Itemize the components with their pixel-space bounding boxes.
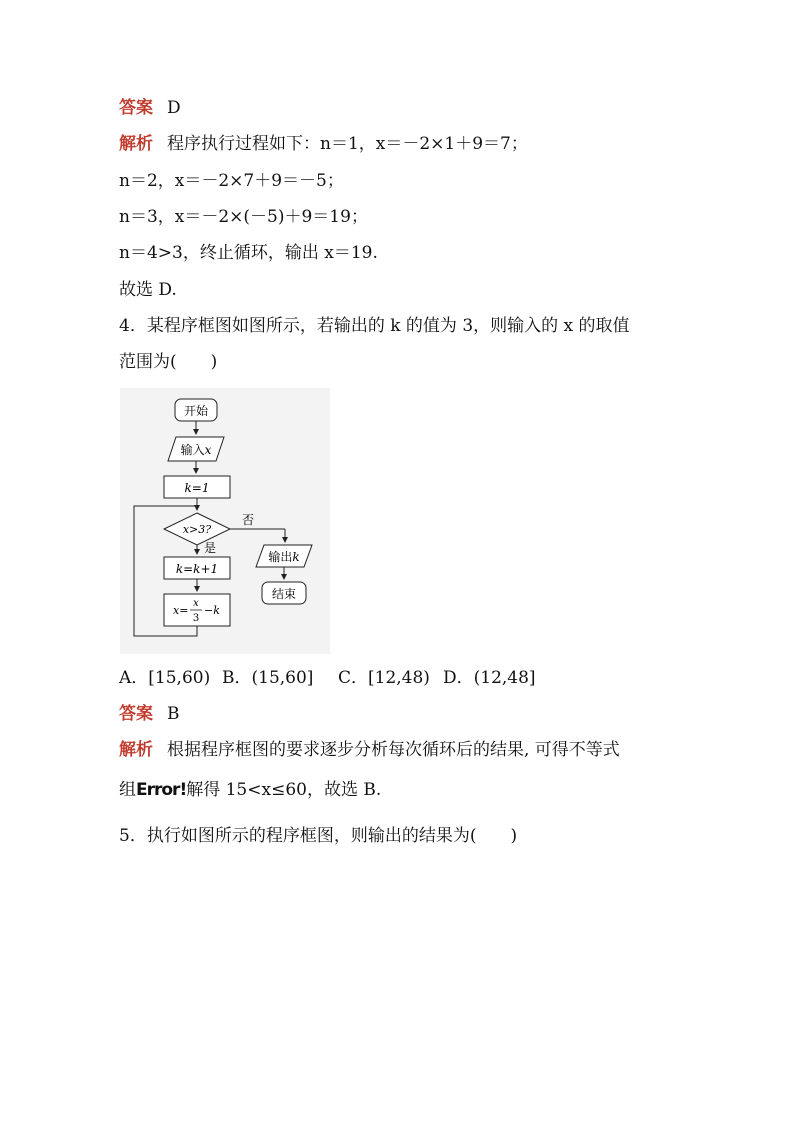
option-a: A．[15,60) bbox=[119, 668, 211, 688]
increment-text: k=k+1 bbox=[175, 562, 219, 576]
update-rhs: −k bbox=[204, 604, 220, 617]
q4-analysis-line2 bbox=[119, 779, 381, 801]
q3-step-2: n＝2，x＝－2×7＋9＝－5； bbox=[119, 171, 344, 191]
q4-analysis-line bbox=[119, 739, 620, 761]
q3-step-4: n＝4>3，终止循环，输出 x＝19. bbox=[119, 243, 378, 263]
update-num: x bbox=[193, 598, 199, 609]
option-c: C．[12,48) bbox=[338, 668, 430, 688]
answer-value: B bbox=[167, 704, 180, 724]
output-text: 输出k bbox=[268, 550, 300, 564]
analysis-text: 根据程序框图的要求逐步分析每次循环后的结果, 可得不等式 bbox=[167, 740, 620, 760]
q4-options bbox=[119, 667, 536, 689]
q3-answer-line bbox=[119, 97, 181, 119]
analysis-suffix: 解得 15<x≤60，故选 B. bbox=[186, 780, 382, 800]
analysis-text: 程序执行过程如下：n＝1，x＝－2×1＋9＝7； bbox=[167, 134, 528, 154]
error-text: Error! bbox=[136, 780, 187, 800]
analysis-prefix: 组 bbox=[119, 780, 136, 800]
answer-value: D bbox=[167, 98, 181, 118]
q5-stem: 5．执行如图所示的程序框图，则输出的结果为( ) bbox=[119, 826, 518, 846]
flowchart bbox=[120, 388, 330, 654]
input-text: 输入x bbox=[180, 443, 212, 457]
q4-answer-line bbox=[119, 703, 180, 725]
yes-label: 是 bbox=[204, 541, 217, 555]
q3-conclusion: 故选 D. bbox=[119, 280, 177, 300]
update-den: 3 bbox=[192, 613, 200, 624]
option-b: B．(15,60] bbox=[222, 668, 314, 688]
start-text: 开始 bbox=[183, 404, 209, 418]
q3-step-3: n＝3，x＝－2×(－5)＋9＝19； bbox=[119, 207, 368, 227]
option-d: D．(12,48] bbox=[443, 668, 536, 688]
q4-stem-line1: 4．某程序框图如图所示，若输出的 k 的值为 3，则输入的 x 的取值 bbox=[119, 316, 630, 336]
analysis-label: 解析 bbox=[119, 134, 153, 154]
decision-text: x>3? bbox=[182, 523, 212, 536]
answer-label: 答案 bbox=[119, 704, 153, 724]
end-text: 结束 bbox=[271, 587, 297, 601]
update-lhs: x= bbox=[173, 604, 189, 617]
q4-stem-line2: 范围为( ) bbox=[119, 352, 218, 372]
answer-label: 答案 bbox=[119, 98, 153, 118]
init-text: k=1 bbox=[184, 481, 210, 495]
analysis-label: 解析 bbox=[119, 740, 153, 760]
no-label: 否 bbox=[242, 513, 255, 527]
q3-analysis-line bbox=[119, 133, 528, 155]
